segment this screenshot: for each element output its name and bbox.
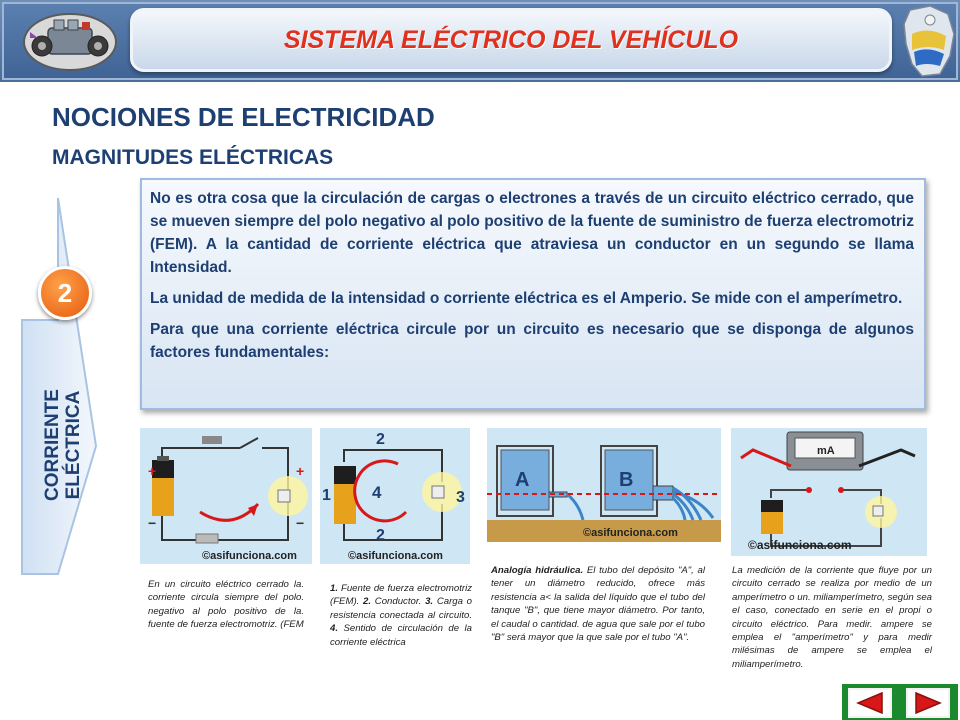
factors-paragraph: Para que una corriente eléctrica circule por un circuito es necesario que se disponga de algunos factores fundamentales: bbox=[150, 321, 914, 361]
watermark-2: ©asifunciona.com bbox=[348, 550, 443, 562]
next-slide-button[interactable] bbox=[906, 688, 950, 718]
caption-ammeter: La medición de la corriente que fluye por un circuito cerrado se realiza por medio de un amperímetro o un. miliamperímetro, según sea el caso, conectado en serie en el propi o circuito eléctrico. Para medir. ampere se emplea el "amperímetro" y para medir milésimas de ampere se emplea el miliamperímetro. bbox=[732, 565, 932, 670]
hydraulic-image bbox=[487, 428, 721, 542]
caption-num-1: 1. bbox=[330, 583, 339, 594]
definition-paragraph: No es otra cosa que la circulación de cargas o electrones a través de un circuito eléctrico cerrado, que se mueven siempre del polo negativo al polo positivo de la fuente de suministro de fuerza electromotriz (FEM). A la cantidad de corriente eléctrica que atraviesa un conductor en un segundo se llama Intensidad. bbox=[150, 190, 914, 276]
section-heading: NOCIONES DE ELECTRICIDAD bbox=[52, 102, 435, 132]
ammeter-circuit-icon bbox=[731, 428, 927, 556]
title-banner bbox=[130, 8, 892, 72]
triangle-right-icon bbox=[910, 691, 946, 715]
fig2-num-bottom: 2 bbox=[376, 527, 385, 544]
fig2-num-left: 1 bbox=[322, 487, 331, 504]
svg-text:−: − bbox=[148, 515, 157, 531]
numbered-circuit-icon bbox=[320, 428, 470, 564]
watermark-3: ©asifunciona.com bbox=[583, 527, 678, 539]
caption-num-2: 2. bbox=[363, 596, 372, 608]
caption-text-4: Sentido de circulación de la corriente eléctrica bbox=[330, 623, 472, 648]
definition-textbox bbox=[140, 178, 926, 410]
fig2-num-top: 2 bbox=[376, 431, 385, 448]
circuit-image-2 bbox=[320, 428, 470, 564]
svg-text:+: + bbox=[296, 463, 305, 479]
caption-circuit: En un circuito eléctrico cerrado la. corriente circula siempre del polo. negativo al polo positivo de la. fuente de fuerza electromotriz. (FEM bbox=[148, 579, 304, 631]
svg-text:+: + bbox=[148, 463, 157, 479]
caption-num-4: 4. bbox=[330, 623, 339, 635]
previous-slide-button[interactable] bbox=[848, 688, 892, 718]
ammeter-image bbox=[731, 428, 927, 556]
watermark-4: ©asifunciona.com bbox=[748, 538, 852, 552]
tank-b-label: B bbox=[619, 469, 634, 491]
step-number-badge: 2 bbox=[38, 266, 92, 320]
section-subheading: MAGNITUDES ELÉCTRICAS bbox=[52, 146, 334, 169]
watermark-1: ©asifunciona.com bbox=[202, 550, 297, 562]
caption-hydraulic-text: El tubo del depósito "A", al tener un diámetro reducido, ofrece más resistencia a< la salida del líquido que el tubo del tanque "B", que tiene mayor diámetro. Por tanto, el caudal o cantidad. de agua que sale por el tubo "B" será mayor que la que sale por el tubo "A". bbox=[491, 565, 705, 644]
circuit-diagram-icon bbox=[140, 428, 312, 564]
fig2-num-center: 4 bbox=[372, 483, 382, 502]
page-title: SISTEMA ELÉCTRICO DEL VEHÍCULO bbox=[283, 25, 739, 54]
unit-paragraph: La unidad de medida de la intensidad o corriente eléctrica es el Amperio. Se mide con el amperímetro. bbox=[150, 290, 903, 307]
side-label-text: CORRIENTE ELÉCTRICA bbox=[42, 389, 84, 501]
engine-logo-icon bbox=[20, 8, 120, 74]
triangle-left-icon bbox=[852, 691, 888, 715]
caption-numbered bbox=[330, 582, 472, 649]
side-label bbox=[18, 380, 108, 510]
caption-hydraulic-lead: Analogía hidráulica. bbox=[491, 565, 584, 576]
caption-text-3: Carga o resistencia conectada al circuito. bbox=[330, 596, 473, 621]
meter-unit: mA bbox=[817, 445, 835, 457]
map-logo-icon bbox=[900, 4, 958, 78]
caption-hydraulic bbox=[491, 564, 705, 644]
tank-a-label: A bbox=[515, 469, 530, 491]
svg-text:−: − bbox=[296, 515, 305, 531]
caption-num-3: 3. bbox=[425, 596, 434, 608]
caption-text-2: Conductor. bbox=[371, 596, 426, 608]
caption-text-1: Fuente de fuerza electromotriz (FEM). bbox=[330, 583, 472, 608]
fig2-num-right: 3 bbox=[456, 489, 465, 506]
hydraulic-analogy-icon bbox=[487, 428, 721, 542]
circuit-image-1 bbox=[140, 428, 312, 564]
